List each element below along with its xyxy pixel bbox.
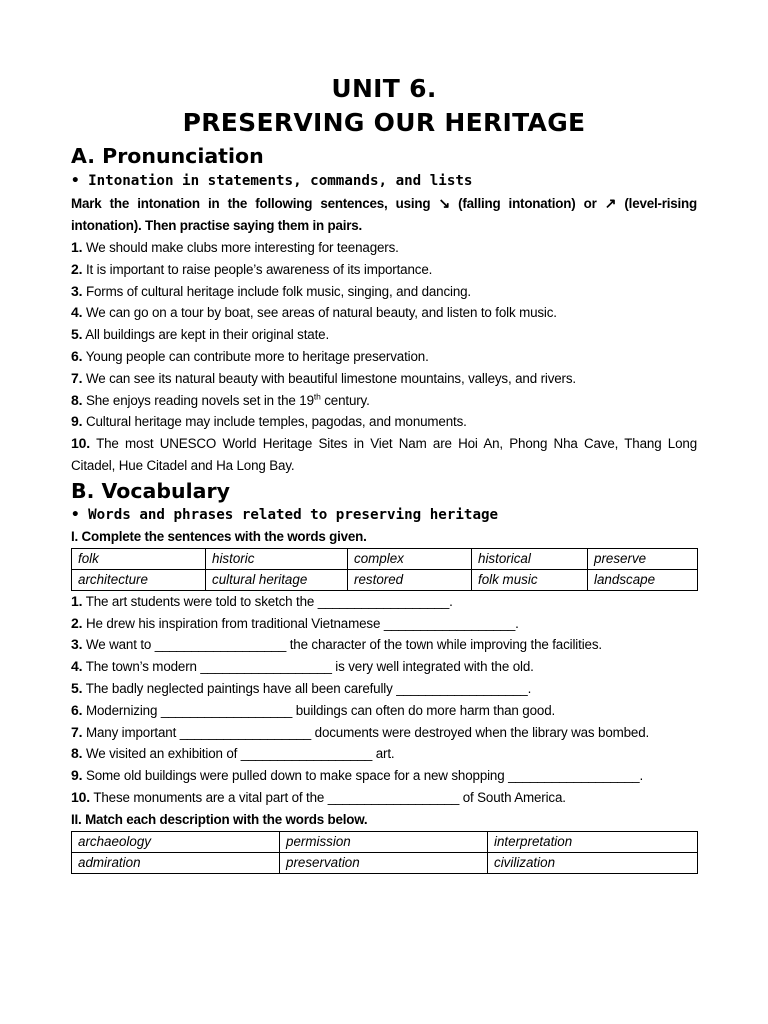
- list-item: 6. Young people can contribute more to heritage preservation.: [71, 347, 429, 364]
- list-item: 9. Some old buildings were pulled down to make space for a new shopping __________________.: [71, 767, 644, 784]
- word-cell: cultural heritage: [206, 569, 348, 590]
- section-a-heading: A. Pronunciation: [71, 144, 264, 168]
- list-item: 4. The town’s modern __________________ is very well integrated with the old.: [71, 658, 534, 675]
- unit-number: UNIT 6.: [331, 74, 437, 103]
- word-cell: interpretation: [488, 831, 698, 852]
- table-row: [72, 852, 698, 873]
- word-cell: archaeology: [72, 831, 280, 852]
- exercise1-list: [71, 591, 697, 809]
- list-item: 1. The art students were told to sketch the __________________.: [71, 592, 453, 609]
- list-item: 1. We should make clubs more interesting for teenagers.: [71, 239, 399, 255]
- section-b-heading: B. Vocabulary: [71, 478, 230, 503]
- list-item: 5. All buildings are kept in their original state.: [71, 326, 330, 343]
- word-cell: preserve: [588, 548, 698, 569]
- list-item: 4. We can go on a tour by boat, see areas of natural beauty, and listen to folk music.: [71, 304, 557, 321]
- list-item: 6. Modernizing __________________ buildings can often do more harm than good.: [71, 701, 556, 718]
- table-row: [72, 569, 698, 590]
- word-cell: architecture: [72, 569, 206, 590]
- list-item: 8. She enjoys reading novels set in the 19th century.: [71, 391, 370, 408]
- word-cell: historic: [206, 548, 348, 569]
- list-item: 8. We visited an exhibition of __________________ art.: [71, 745, 395, 762]
- word-cell: folk music: [472, 569, 588, 590]
- table-row: [72, 548, 698, 569]
- list-item: 7. Many important __________________ documents were destroyed when the library was bombed.: [71, 723, 650, 740]
- list-item: 3. We want to __________________ the character of the town while improving the facilities.: [71, 636, 602, 653]
- list-item: 10. These monuments are a vital part of the __________________ of South America.: [71, 788, 566, 805]
- word-cell: complex: [348, 548, 472, 569]
- vocabulary-subheading: • Words and phrases related to preserving heritage: [71, 506, 499, 523]
- list-item: 10. The most UNESCO World Heritage Sites in Viet Nam are Hoi An, Phong Nha Cave, Thang Long Citadel, Hue Citadel and Ha Long Bay.: [71, 435, 697, 473]
- worksheet-page: [71, 0, 697, 874]
- list-item: 3. Forms of cultural heritage include folk music, singing, and dancing.: [71, 282, 471, 299]
- list-item: 2. It is important to raise people’s awareness of its importance.: [71, 260, 433, 277]
- falling-arrow-icon: ↘: [438, 195, 451, 211]
- list-item: 7. We can see its natural beauty with beautiful limestone mountains, valleys, and rivers.: [71, 369, 576, 386]
- list-item: 9. Cultural heritage may include temples, pagodas, and monuments.: [71, 413, 467, 430]
- word-bank-table-2: [71, 831, 698, 874]
- unit-title: PRESERVING OUR HERITAGE: [182, 108, 586, 137]
- word-cell: permission: [280, 831, 488, 852]
- word-cell: landscape: [588, 569, 698, 590]
- word-cell: restored: [348, 569, 472, 590]
- word-bank-table-1: [71, 548, 698, 591]
- word-cell: admiration: [72, 852, 280, 873]
- pronunciation-instruction: Mark the intonation in the following sentences, using ↘ (falling intonation) or ↗ (level-rising intonation). Then practise saying them in pairs.: [71, 195, 697, 233]
- rising-arrow-icon: ↗: [604, 195, 617, 211]
- exercise1-instruction: I. Complete the sentences with the words given.: [71, 528, 367, 544]
- word-cell: civilization: [488, 852, 698, 873]
- list-item: 2. He drew his inspiration from traditional Vietnamese __________________.: [71, 614, 519, 631]
- pronunciation-list: [71, 237, 697, 477]
- word-cell: folk: [72, 548, 206, 569]
- pronunciation-subheading: • Intonation in statements, commands, and lists: [71, 173, 473, 189]
- list-item: 5. The badly neglected paintings have all been carefully __________________.: [71, 679, 532, 696]
- word-cell: preservation: [280, 852, 488, 873]
- exercise2-instruction: II. Match each description with the words below.: [71, 811, 368, 827]
- table-row: [72, 831, 698, 852]
- word-cell: historical: [472, 548, 588, 569]
